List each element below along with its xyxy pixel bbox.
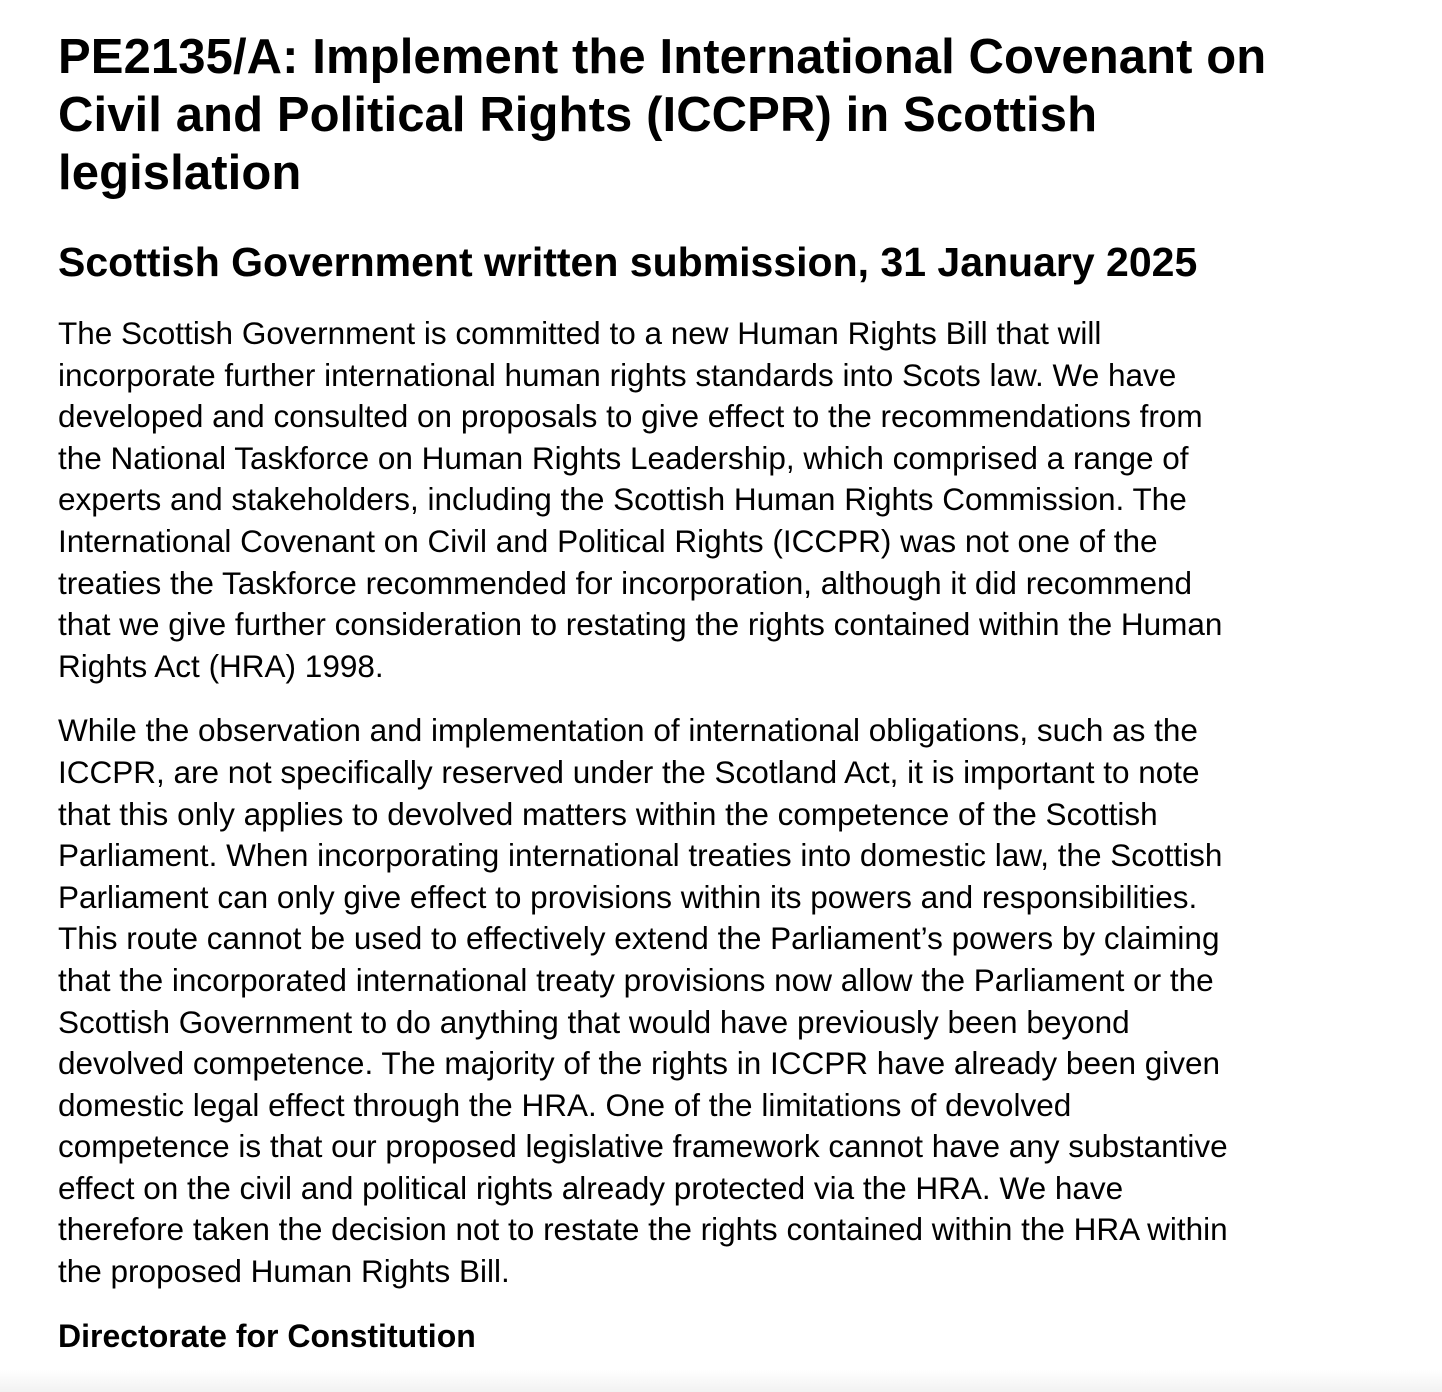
paragraph-line: the National Taskforce on Human Rights Leadership, which comprised a range of: [58, 439, 1189, 476]
body-paragraph-2: [58, 710, 1358, 1292]
document-subtitle: Scottish Government written submission, 31 January 2025: [58, 239, 1198, 285]
document-page: [58, 0, 1358, 1357]
paragraph-line: domestic legal effect through the HRA. One of the limitations of devolved: [58, 1086, 1072, 1123]
paragraph-line: that the incorporated international treaty provisions now allow the Parliament or the: [58, 961, 1214, 998]
page-bottom-shade: [0, 1370, 1442, 1392]
paragraph-line: experts and stakeholders, including the Scottish Human Rights Commission. The: [58, 481, 1187, 518]
title-line: PE2135/A: Implement the International Covenant on: [58, 30, 1267, 84]
signoff: Directorate for Constitution: [58, 1317, 476, 1354]
paragraph-line: Parliament. When incorporating international treaties into domestic law, the Scottish: [58, 837, 1223, 874]
paragraph-line: This route cannot be used to effectively extend the Parliament’s powers by claiming: [58, 920, 1220, 957]
paragraph-line: that we give further consideration to restating the rights contained within the Human: [58, 606, 1223, 643]
title-line: Civil and Political Rights (ICCPR) in Scottish: [58, 88, 1098, 142]
paragraph-line: International Covenant on Civil and Political Rights (ICCPR) was not one of the: [58, 522, 1158, 559]
title-line: legislation: [58, 146, 302, 200]
paragraph-line: Scottish Government to do anything that would have previously been beyond: [58, 1003, 1130, 1040]
body-paragraph-1: [58, 313, 1358, 687]
paragraph-line: therefore taken the decision not to restate the rights contained within the HRA within: [58, 1211, 1228, 1248]
paragraph-line: effect on the civil and political rights already protected via the HRA. We have: [58, 1169, 1124, 1206]
paragraph-line: Parliament can only give effect to provisions within its powers and responsibilities.: [58, 878, 1198, 915]
paragraph-line: The Scottish Government is committed to a new Human Rights Bill that will: [58, 315, 1102, 351]
paragraph-line: While the observation and implementation of international obligations, such as the: [58, 712, 1198, 749]
paragraph-line: that this only applies to devolved matters within the competence of the Scottish: [58, 795, 1158, 832]
paragraph-line: the proposed Human Rights Bill.: [58, 1253, 510, 1290]
paragraph-line: Rights Act (HRA) 1998.: [58, 647, 384, 684]
paragraph-line: competence is that our proposed legislative framework cannot have any substantive: [58, 1128, 1228, 1165]
paragraph-line: incorporate further international human rights standards into Scots law. We have: [58, 356, 1177, 393]
paragraph-line: ICCPR, are not specifically reserved under the Scotland Act, it is important to note: [58, 753, 1200, 790]
paragraph-line: devolved competence. The majority of the rights in ICCPR have already been given: [58, 1045, 1221, 1082]
document-title: [58, 0, 1358, 202]
paragraph-line: treaties the Taskforce recommended for incorporation, although it did recommend: [58, 564, 1193, 601]
paragraph-line: developed and consulted on proposals to give effect to the recommendations from: [58, 398, 1203, 435]
